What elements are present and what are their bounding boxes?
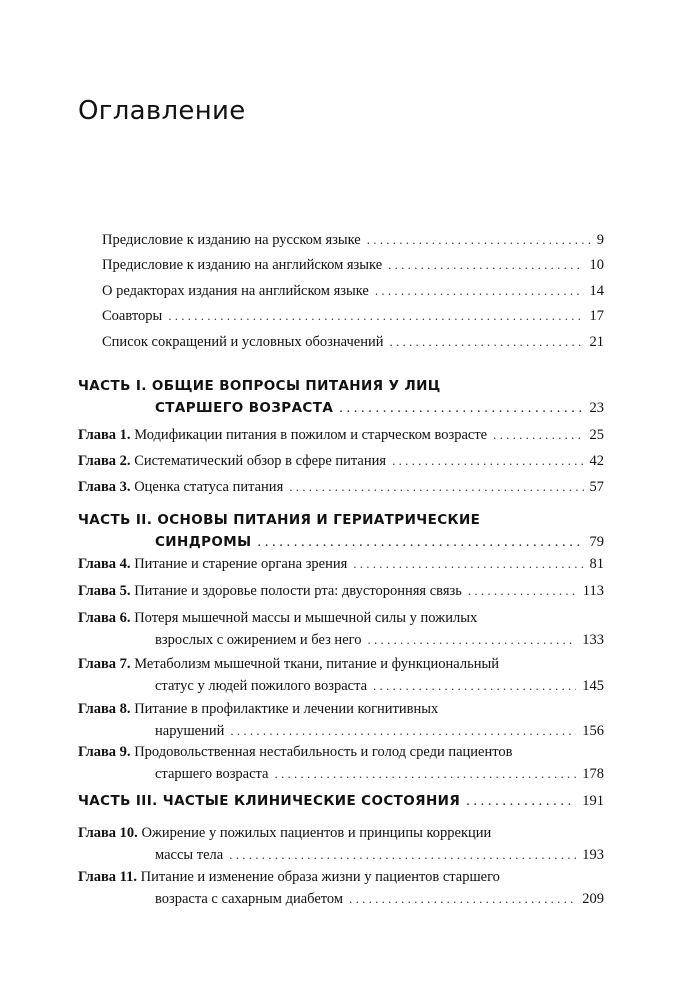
page-number: 17: [589, 308, 604, 324]
page-number: 133: [582, 632, 604, 648]
chapter-title-line1: [78, 741, 604, 763]
toc-chapter-entry: [78, 580, 604, 602]
toc-front-entry: [102, 331, 604, 353]
dot-leader: [375, 280, 584, 302]
dot-leader: [388, 254, 583, 276]
dot-leader: [367, 229, 591, 251]
chapter-title: Модификации питания в пожилом и старческом возрасте: [134, 427, 488, 443]
toc-leader-row: [78, 450, 604, 472]
chapter-label: Глава 11.: [78, 869, 138, 885]
dot-leader: [289, 476, 583, 498]
chapter-title: Питание и старение органа зрения: [134, 556, 348, 572]
toc-leader-row: [78, 476, 604, 498]
entry-title: О редакторах издания на английском языке: [102, 283, 369, 299]
chapter-title: Ожирение у пожилых пациентов и принципы коррекции: [141, 825, 492, 841]
chapter-label: Глава 8.: [78, 701, 131, 717]
dot-leader: [389, 331, 583, 353]
toc-leader-row: [78, 888, 604, 910]
toc-part-heading: [78, 375, 604, 419]
toc-leader-row: [78, 553, 604, 575]
page-title: Оглавление: [78, 96, 246, 126]
chapter-title-line1: [78, 822, 604, 844]
toc-chapter-entry: [78, 698, 604, 742]
toc-part-heading: [78, 509, 604, 553]
chapter-title: Оценка статуса питания: [134, 479, 284, 495]
page-number: 23: [589, 400, 604, 416]
page-number: 42: [589, 453, 604, 469]
dot-leader: [468, 580, 577, 602]
toc-leader-row: [78, 720, 604, 742]
toc-leader-row: [78, 790, 604, 812]
toc-front-entry: [102, 229, 604, 251]
chapter-label: Глава 6.: [78, 610, 131, 626]
page-number: 178: [582, 766, 604, 782]
toc-chapter-entry: [78, 553, 604, 575]
dot-leader: [349, 888, 576, 910]
page-number: 57: [589, 479, 604, 495]
chapter-title: Систематический обзор в сфере питания: [134, 453, 387, 469]
chapter-title-line2: возраста с сахарным диабетом: [155, 891, 344, 907]
toc-chapter-entry: [78, 476, 604, 498]
toc-leader-row: [102, 254, 604, 276]
page-number: 79: [589, 534, 604, 550]
chapter-label: Глава 1.: [78, 427, 131, 443]
chapter-label: Глава 4.: [78, 556, 131, 572]
chapter-title: Потеря мышечной массы и мышечной силы у пожилых: [134, 610, 478, 626]
page-number: 193: [582, 847, 604, 863]
chapter-title-line1: [78, 607, 604, 629]
toc-chapter-entry: [78, 741, 604, 785]
toc-front-entry: [102, 280, 604, 302]
dot-leader: [353, 553, 583, 575]
toc-leader-row: [78, 629, 604, 651]
chapter-title: Метаболизм мышечной ткани, питание и функциональный: [134, 656, 499, 672]
chapter-title-line1: [78, 553, 347, 575]
chapter-label: Глава 10.: [78, 825, 138, 841]
dot-leader: [367, 629, 576, 651]
toc-leader-row: [78, 675, 604, 697]
chapter-title-line2: взрослых с ожирением и без него: [155, 632, 362, 648]
chapter-title: Питание и изменение образа жизни у пациентов старшего: [140, 869, 500, 885]
dot-leader: [230, 720, 576, 742]
page-number: 209: [582, 891, 604, 907]
chapter-title-line1: [78, 653, 604, 675]
toc-chapter-entry: [78, 653, 604, 697]
page-number: 25: [589, 427, 604, 443]
page-number: 9: [596, 232, 604, 248]
chapter-label: Глава 7.: [78, 656, 131, 672]
entry-title: Список сокращений и условных обозначений: [102, 334, 384, 350]
page-number: 156: [582, 723, 604, 739]
toc-front-entry: [102, 254, 604, 276]
page-number: 191: [582, 793, 604, 809]
chapter-title-line2: массы тела: [155, 847, 224, 863]
part-title-line1: ЧАСТЬ III. ЧАСТЫЕ КЛИНИЧЕСКИЕ СОСТОЯНИЯ: [78, 793, 461, 809]
dot-leader: [493, 424, 583, 446]
toc-leader-row: [102, 305, 604, 327]
toc-leader-row: [78, 763, 604, 785]
chapter-label: Глава 2.: [78, 453, 131, 469]
toc-leader-row: [78, 844, 604, 866]
dot-leader: [229, 844, 576, 866]
entry-title: Предисловие к изданию на русском языке: [102, 232, 361, 248]
toc-leader-row: [102, 229, 604, 251]
chapter-title-line2: старшего возраста: [155, 766, 269, 782]
chapter-label: Глава 5.: [78, 583, 131, 599]
toc-leader-row: [78, 531, 604, 553]
toc-part-heading: [78, 790, 604, 812]
part-title-line2: СТАРШЕГО ВОЗРАСТА: [155, 400, 334, 416]
chapter-title-line1: [78, 450, 386, 472]
part-title-line2: СИНДРОМЫ: [155, 534, 252, 550]
part-title-line1: ЧАСТЬ I. ОБЩИЕ ВОПРОСЫ ПИТАНИЯ У ЛИЦ: [78, 378, 441, 394]
toc-chapter-entry: [78, 607, 604, 651]
page-number: 113: [582, 583, 604, 599]
chapter-title-line1: [78, 476, 283, 498]
dot-leader: [275, 763, 577, 785]
dot-leader: [373, 675, 576, 697]
toc-chapter-entry: [78, 822, 604, 866]
dot-leader: [258, 531, 584, 553]
chapter-label: Глава 3.: [78, 479, 131, 495]
chapter-title-line2: нарушений: [155, 723, 225, 739]
toc-chapter-entry: [78, 866, 604, 910]
chapter-title: Продовольственная нестабильность и голод среди пациентов: [134, 744, 513, 760]
toc-leader-row: [102, 331, 604, 353]
chapter-title-line1: [78, 580, 462, 602]
chapter-label: Глава 9.: [78, 744, 131, 760]
chapter-title-line1: [78, 698, 604, 720]
toc-leader-row: [78, 397, 604, 419]
entry-title: Соавторы: [102, 308, 163, 324]
dot-leader: [339, 397, 583, 419]
toc-leader-row: [78, 580, 604, 602]
page-number: 14: [589, 283, 604, 299]
toc-chapter-entry: [78, 424, 604, 446]
toc-chapter-entry: [78, 450, 604, 472]
dot-leader: [392, 450, 583, 472]
chapter-title: Питание и здоровье полости рта: двусторонняя связь: [134, 583, 462, 599]
toc-leader-row: [102, 280, 604, 302]
toc-leader-row: [78, 424, 604, 446]
chapter-title-line1: [78, 424, 487, 446]
dot-leader: [466, 790, 576, 812]
toc-front-entry: [102, 305, 604, 327]
page-number: 145: [582, 678, 604, 694]
entry-title: Предисловие к изданию на английском языке: [102, 257, 383, 273]
part-title-line1: ЧАСТЬ II. ОСНОВЫ ПИТАНИЯ И ГЕРИАТРИЧЕСКИЕ: [78, 512, 481, 528]
chapter-title-line1: [78, 866, 604, 888]
page-number: 21: [589, 334, 604, 350]
page-number: 10: [589, 257, 604, 273]
dot-leader: [168, 305, 583, 327]
page-number: 81: [589, 556, 604, 572]
chapter-title-line2: статус у людей пожилого возраста: [155, 678, 368, 694]
chapter-title: Питание в профилактике и лечении когнитивных: [134, 701, 439, 717]
